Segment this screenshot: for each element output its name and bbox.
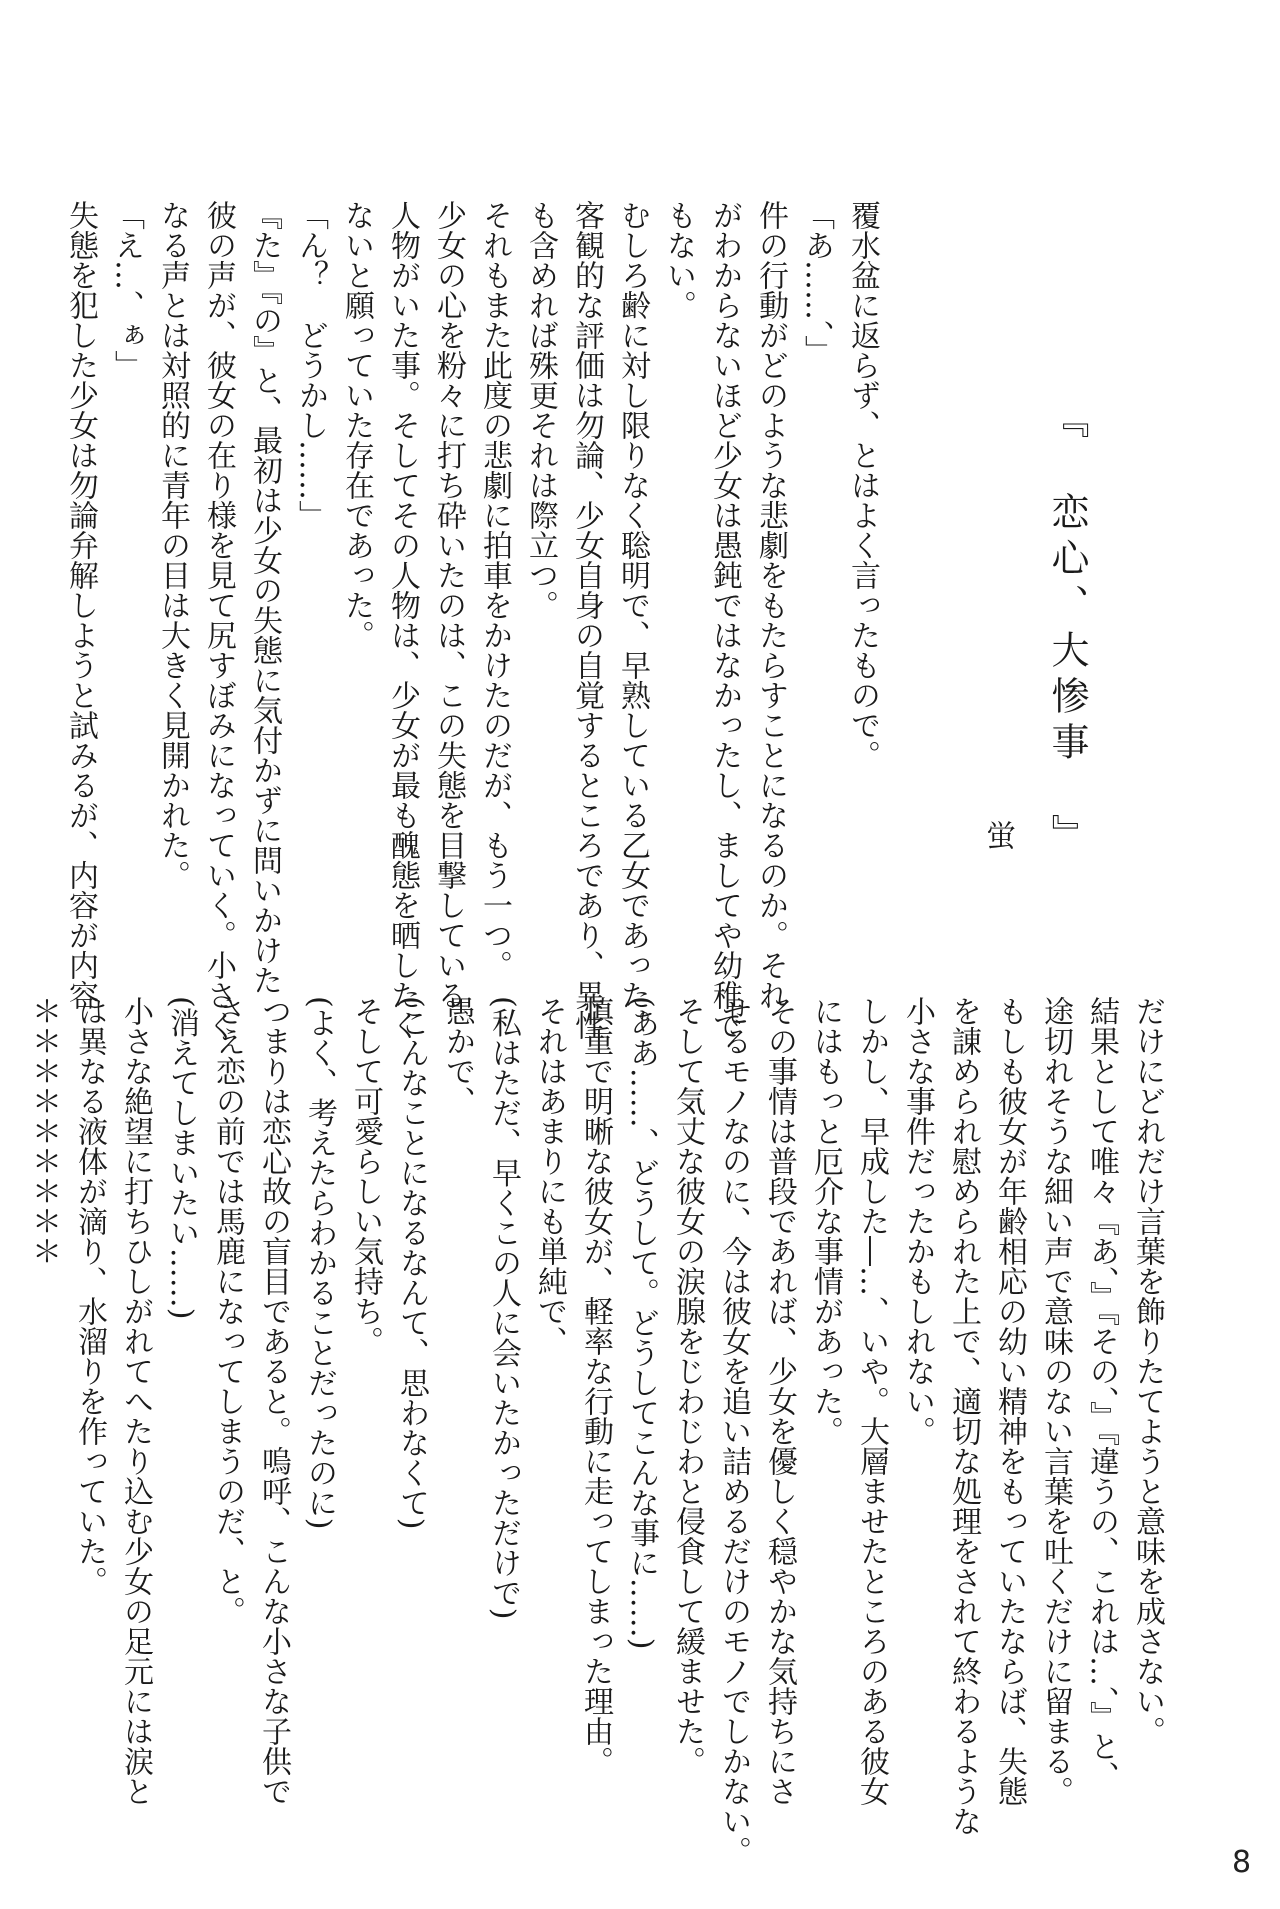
text-line: むしろ齢に対し限りなく聡明で、早熟している乙女であった。 — [615, 200, 650, 1040]
text-line: 「え…、ぁ」 — [109, 200, 144, 380]
text-line: も含めれば殊更それは際立つ。 — [523, 200, 558, 620]
text-line: 「あ……、」 — [799, 200, 834, 365]
story-title: 『 恋心、大惨事 』 — [1045, 400, 1089, 860]
upper-text-column-block — [57, 200, 885, 1040]
text-line: にはもっと厄介な事情があった。 — [808, 996, 843, 1446]
text-line: その事情は普段であれば、少女を優しく穏やかな気持ちにさ — [762, 996, 797, 1806]
text-line: がわからないほど少女は愚鈍ではなかったし、ましてや幼稚で — [707, 200, 742, 1040]
text-line: だけにどれだけ言葉を飾りたてようと意味を成さない。 — [1130, 996, 1165, 1746]
text-line: 彼の声が、彼女の在り様を見て尻すぼみになっていく。小さく — [201, 200, 236, 1040]
text-line: は異なる液体が滴り、水溜りを作っていた。 — [72, 996, 107, 1596]
text-line: さえ恋の前では馬鹿になってしまうのだ、と。 — [210, 996, 245, 1626]
text-line: なる声とは対照的に青年の目は大きく見開かれた。 — [155, 200, 190, 890]
text-line: (消えてしまいたい……) — [164, 996, 199, 1320]
text-line: 慎重で明晰な彼女が、軽率な行動に走ってしまった理由。 — [578, 996, 613, 1776]
text-line: 小さな絶望に打ちひしがれてへたり込む少女の足元には涙と — [118, 996, 153, 1806]
text-line: 件の行動がどのような悲劇をもたらすことになるのか。それ — [753, 200, 788, 1010]
text-line: 結果として唯々『あ、』『その、』『違うの、これは…、』と、 — [1084, 996, 1119, 1791]
text-line: それはあまりにも単純で、 — [532, 996, 567, 1356]
text-line: (私はただ、早くこの人に会いたかっただけで) — [486, 996, 521, 1620]
text-line: (こんなことになるなんて、思わなくて) — [394, 996, 429, 1530]
text-line: 途切れそうな細い声で意味のない言葉を吐くだけに留まる。 — [1038, 996, 1073, 1806]
text-line: そして気丈な彼女の涙腺をじわじわと侵食して緩ませた。 — [670, 996, 705, 1776]
text-line: を諌められ慰められた上で、適切な処理をされて終わるような — [946, 996, 981, 1836]
lower-text-column-block — [20, 996, 1170, 1866]
text-line: (ああ……、どうして。どうしてこんな事に……) — [624, 996, 659, 1650]
page-number: 8 — [1232, 1845, 1252, 1880]
text-line: そして可愛らしい気持ち。 — [348, 996, 383, 1356]
text-line: 愚かで、 — [440, 996, 475, 1116]
text-line: 少女の心を粉々に打ち砕いたのは、この失態を目撃している — [431, 200, 466, 1010]
author-name: 蛍 — [980, 820, 1015, 850]
text-line: ないと願っていた存在であった。 — [339, 200, 374, 650]
text-line: しかし、早成した―…、いや。大層ませたところのある彼女 — [854, 996, 889, 1806]
text-line: ＊＊＊＊＊＊＊＊＊ — [26, 996, 61, 1266]
text-line: もない。 — [661, 200, 696, 320]
text-line: 『た』『の』と、最初は少女の失態に気付かずに問いかけた — [247, 200, 282, 995]
text-line: (よく、考えたらわかることだったのに) — [302, 996, 337, 1530]
text-line: それもまた此度の悲劇に拍車をかけたのだが、もう一つ。 — [477, 200, 512, 980]
text-line: 人物がいた事。そしてその人物は、少女が最も醜態を晒したく — [385, 200, 420, 1040]
text-line: 「ん？ どうかし……」 — [293, 200, 328, 530]
text-line: 小さな事件だったかもしれない。 — [900, 996, 935, 1446]
text-line: 客観的な評価は勿論、少女自身の自覚するところであり、異性 — [569, 200, 604, 1040]
text-line: 失態を犯した少女は勿論弁解しようと試みるが、内容が内容 — [63, 200, 98, 1010]
text-line: せるモノなのに、今は彼女を追い詰めるだけのモノでしかない。 — [716, 996, 751, 1866]
text-line: つまりは恋心故の盲目であると。嗚呼、こんな小さな子供で — [256, 996, 291, 1806]
text-line: 覆水盆に返らず、とはよく言ったもので。 — [845, 200, 880, 770]
text-line: もしも彼女が年齢相応の幼い精神をもっていたならば、失態 — [992, 996, 1027, 1806]
